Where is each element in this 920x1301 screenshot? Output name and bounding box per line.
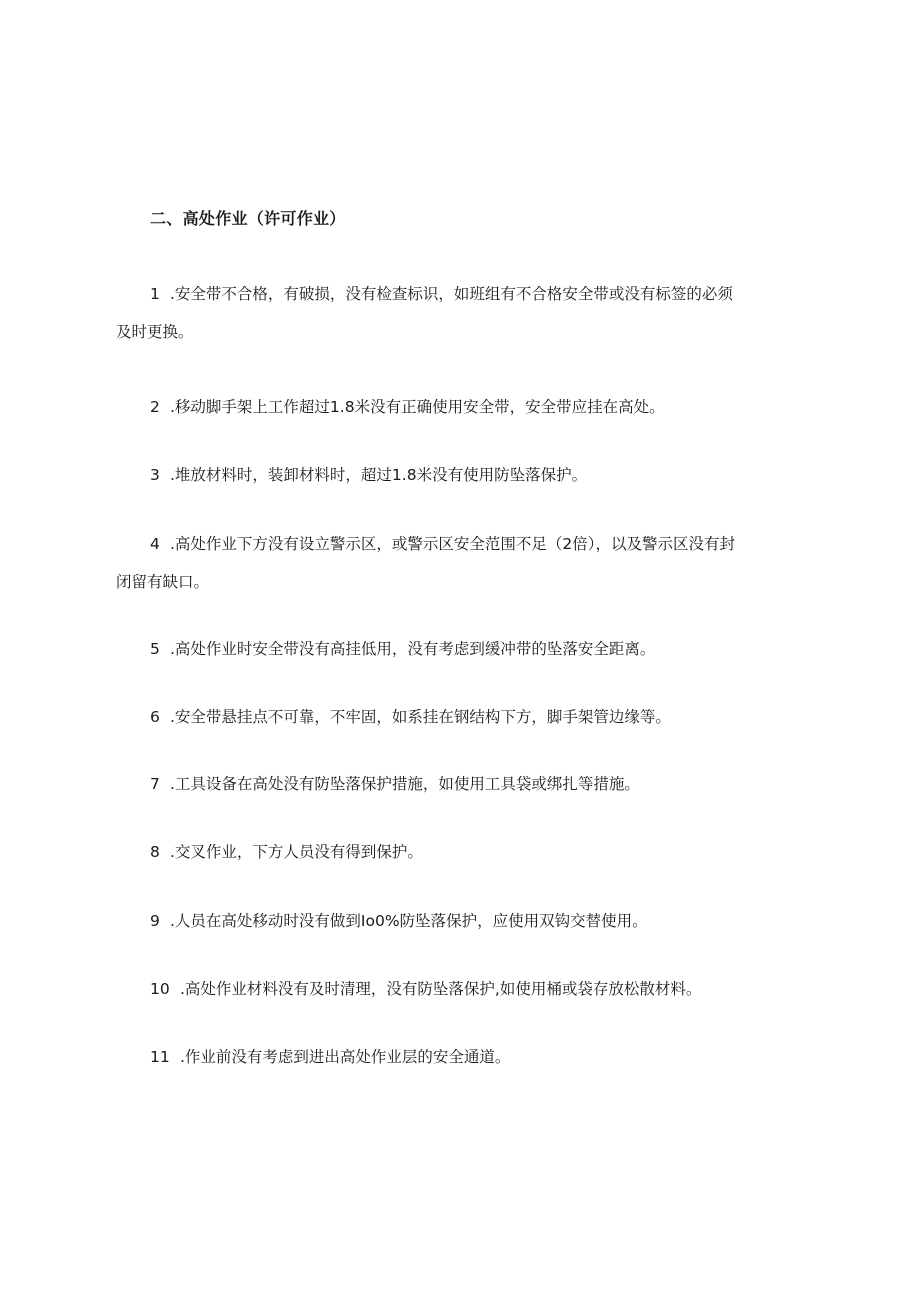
- list-item-number: 6: [150, 708, 160, 726]
- list-item-number: 11: [150, 1048, 170, 1066]
- list-item-text: .交叉作业，下方人员没有得到保护。: [170, 843, 423, 861]
- list-item-text: .高处作业时安全带没有高挂低用，没有考虑到缓冲带的坠落安全距离。: [170, 640, 656, 658]
- list-item: [116, 833, 806, 871]
- list-item-first-line: [116, 388, 806, 426]
- list-item-first-line: [116, 902, 806, 940]
- list-item-number: 7: [150, 775, 160, 793]
- list-item-first-line: [116, 456, 806, 494]
- list-item-number: 10: [150, 980, 170, 998]
- list-item: [116, 525, 806, 601]
- list-item-text: .高处作业下方没有设立警示区，或警示区安全范围不足（2倍），以及警示区没有封: [170, 535, 736, 553]
- list-item-number: 9: [150, 912, 160, 930]
- list-item-first-line: [116, 1038, 806, 1076]
- list-item-text: .堆放材料时，装卸材料时，超过1.8米没有使用防坠落保护。: [170, 466, 588, 484]
- list-item-text: .高处作业材料没有及时清理，没有防坠落保护,如使用桶或袋存放松散材料。: [180, 980, 702, 998]
- list-item-continuation: 闭留有缺口。: [116, 573, 210, 591]
- list-item-first-line: [116, 698, 806, 736]
- list-item-number: 8: [150, 843, 160, 861]
- section-heading: 二、高处作业（许可作业）: [150, 209, 346, 228]
- list-item-number: 1: [150, 285, 160, 303]
- list-item: [116, 698, 806, 736]
- list-item: [116, 765, 806, 803]
- list-item-first-line: [116, 525, 806, 563]
- list-item-number: 5: [150, 640, 160, 658]
- list-item-text: .作业前没有考虑到进出高处作业层的安全通道。: [180, 1048, 511, 1066]
- list-item-number: 3: [150, 466, 160, 484]
- list-item: [116, 388, 806, 426]
- list-item-first-line: [116, 833, 806, 871]
- list-item: [116, 902, 806, 940]
- list-item-first-line: [116, 275, 806, 313]
- list-item-first-line: [116, 970, 806, 1008]
- list-item-number: 2: [150, 398, 160, 416]
- list-item-text: .移动脚手架上工作超过1.8米没有正确使用安全带，安全带应挂在高处。: [170, 398, 665, 416]
- list-item-text: .安全带悬挂点不可靠，不牢固，如系挂在钢结构下方，脚手架管边缘等。: [170, 708, 671, 726]
- list-item-text: .工具设备在高处没有防坠落保护措施，如使用工具袋或绑扎等措施。: [170, 775, 640, 793]
- list-item-first-line: [116, 630, 806, 668]
- list-item: [116, 275, 806, 351]
- list-item-text: .安全带不合格，有破损，没有检查标识，如班组有不合格安全带或没有标签的必须: [170, 285, 733, 303]
- list-item: [116, 456, 806, 494]
- list-item: [116, 1038, 806, 1076]
- list-item-first-line: [116, 765, 806, 803]
- list-item: [116, 970, 806, 1008]
- list-item-continuation: 及时更换。: [116, 323, 194, 341]
- list-item: [116, 630, 806, 668]
- list-item-number: 4: [150, 535, 160, 553]
- list-item-text: .人员在高处移动时没有做到Io0%防坠落保护，应使用双钩交替使用。: [170, 912, 648, 930]
